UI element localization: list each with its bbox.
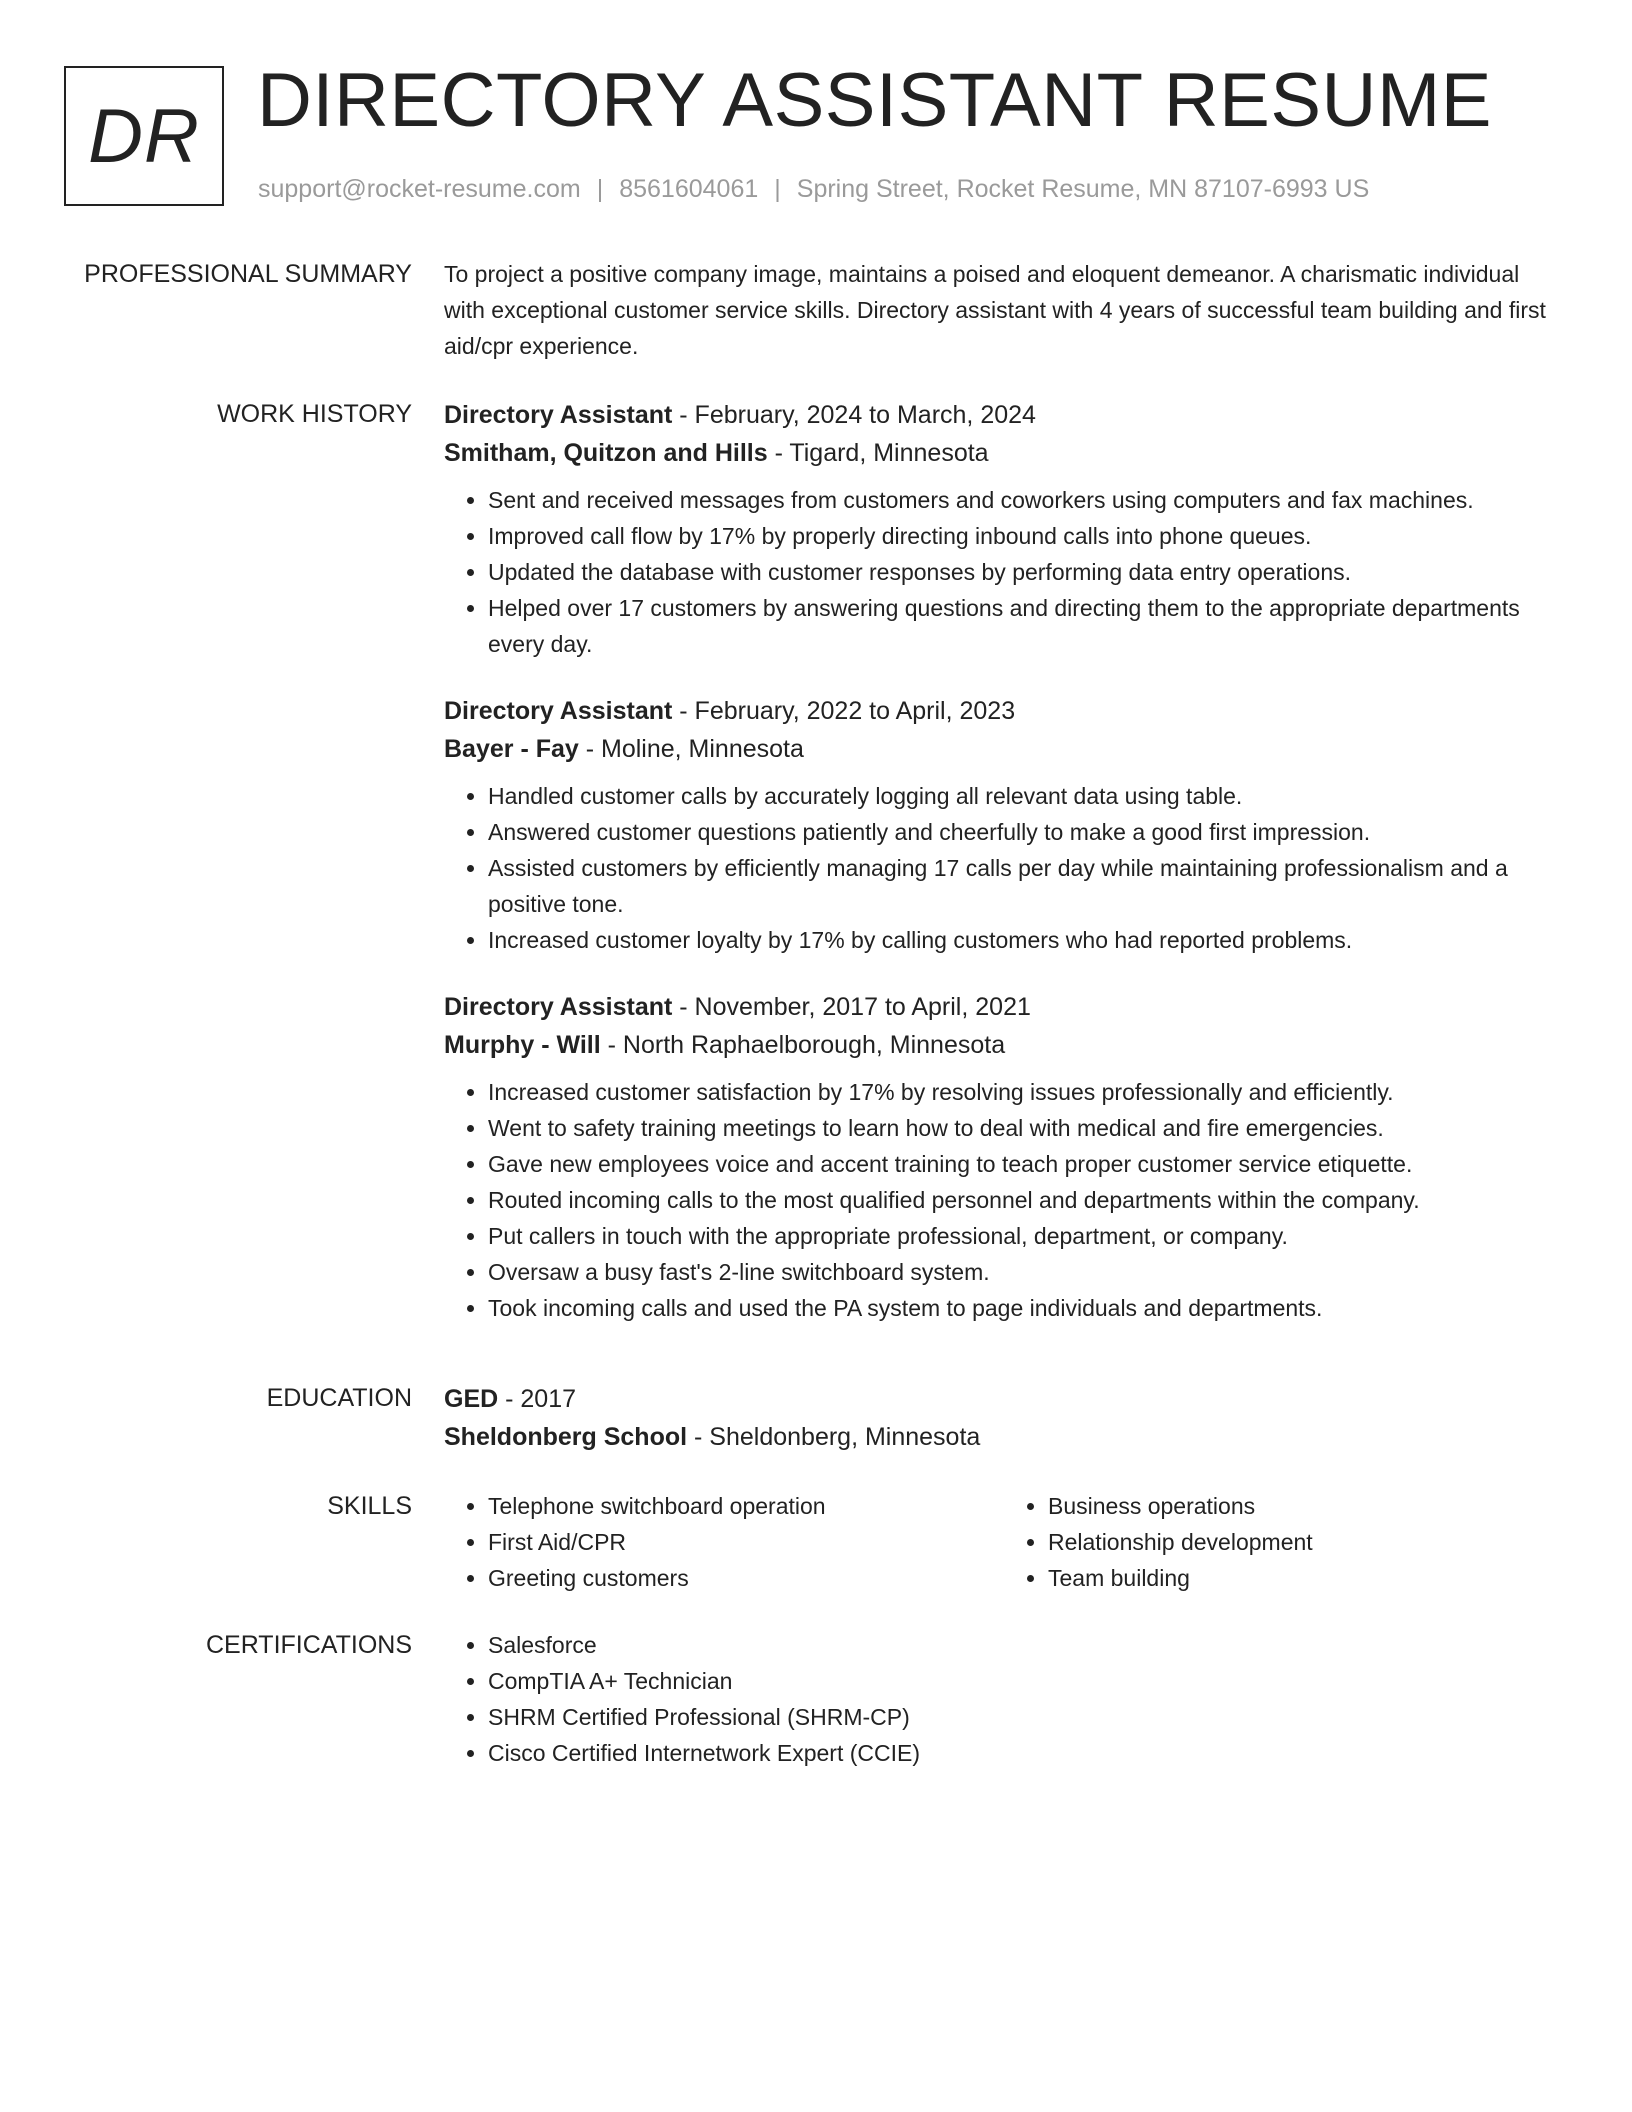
job-location: - Tigard, Minnesota <box>767 439 989 467</box>
job-bullet: • Gave new employees voice and accent training to teach proper customer service etiquette. <box>488 1146 1564 1182</box>
education-location: - Sheldonberg, Minnesota <box>687 1423 981 1451</box>
skill-item: • First Aid/CPR <box>488 1524 1004 1560</box>
certification-item: • CompTIA A+ Technician <box>488 1663 1564 1699</box>
job-entry <box>444 396 1564 662</box>
skill-item: • Telephone switchboard operation <box>488 1488 1004 1524</box>
contact-email[interactable]: support@rocket-resume.com <box>258 175 581 203</box>
job-bullet: • Oversaw a busy fast's 2-line switchboard system. <box>488 1254 1564 1290</box>
job-bullets <box>444 1074 1564 1326</box>
skills-list <box>444 1488 1004 1596</box>
job-bullets <box>444 778 1564 958</box>
job-bullet: • Routed incoming calls to the most qualified personnel and departments within the company. <box>488 1182 1564 1218</box>
job-bullets <box>444 482 1564 662</box>
monogram-logo: DR <box>64 66 224 206</box>
job-location: - North Raphaelborough, Minnesota <box>600 1031 1006 1059</box>
education-degree: GED <box>444 1385 499 1413</box>
contact-address: Spring Street, Rocket Resume, MN 87107-6993 US <box>796 175 1370 203</box>
certification-item: • Cisco Certified Internetwork Expert (CCIE) <box>488 1735 1564 1771</box>
job-bullet: • Took incoming calls and used the PA system to page individuals and departments. <box>488 1290 1564 1326</box>
contact-separator: | <box>774 175 781 203</box>
job-bullet: • Put callers in touch with the appropriate professional, department, or company. <box>488 1218 1564 1254</box>
certification-item: • Salesforce <box>488 1627 1564 1663</box>
skill-item: • Business operations <box>1048 1488 1564 1524</box>
skill-item: • Greeting customers <box>488 1560 1004 1596</box>
job-dates: - February, 2024 to March, 2024 <box>672 401 1036 429</box>
job-dates: - February, 2022 to April, 2023 <box>672 697 1016 725</box>
job-company: Murphy - Will <box>444 1031 601 1059</box>
job-bullet: • Sent and received messages from customers and coworkers using computers and fax machines. <box>488 482 1564 518</box>
summary-text: To project a positive company image, maintains a poised and eloquent demeanor. A charismatic individual with exceptional customer service skills. Directory assistant with 4 years of successful team building and first aid/cpr experience. <box>444 261 1546 359</box>
job-bullet: • Improved call flow by 17% by properly directing inbound calls into phone queues. <box>488 518 1564 554</box>
contact-separator: | <box>596 175 604 203</box>
resume-title: DIRECTORY ASSISTANT RESUME <box>257 58 1492 143</box>
job-entry <box>444 988 1564 1326</box>
certifications-heading: CERTIFICATIONS <box>205 1631 412 1659</box>
job-bullet: • Increased customer loyalty by 17% by calling customers who had reported problems. <box>488 922 1564 958</box>
certification-item: • SHRM Certified Professional (SHRM-CP) <box>488 1699 1564 1735</box>
job-dates: - November, 2017 to April, 2021 <box>672 993 1031 1021</box>
skill-item: • Team building <box>1048 1560 1564 1596</box>
education-school: Sheldonberg School <box>444 1423 688 1451</box>
job-bullet: • Helped over 17 customers by answering questions and directing them to the appropriate departments every day. <box>488 590 1564 662</box>
skills-heading: SKILLS <box>327 1492 412 1520</box>
job-bullet: • Updated the database with customer responses by performing data entry operations. <box>488 554 1564 590</box>
education-heading: EDUCATION <box>266 1384 412 1412</box>
job-location: - Moline, Minnesota <box>578 735 804 763</box>
job-title: Directory Assistant <box>444 697 673 725</box>
summary-heading: PROFESSIONAL SUMMARY <box>84 260 412 288</box>
contact-phone[interactable]: 8561604061 <box>619 175 759 203</box>
job-bullet: • Handled customer calls by accurately logging all relevant data using table. <box>488 778 1564 814</box>
work-history-heading: WORK HISTORY <box>217 400 412 428</box>
skills-list <box>1004 1488 1564 1596</box>
job-bullet: • Increased customer satisfaction by 17% by resolving issues professionally and efficiently. <box>488 1074 1564 1110</box>
education-year: - 2017 <box>498 1385 577 1413</box>
job-company: Bayer - Fay <box>444 735 579 763</box>
skill-item: • Relationship development <box>1048 1524 1564 1560</box>
job-bullet: • Assisted customers by efficiently managing 17 calls per day while maintaining professionalism and a positive tone. <box>488 850 1564 922</box>
job-title: Directory Assistant <box>444 993 673 1021</box>
job-entry <box>444 692 1564 958</box>
job-company: Smitham, Quitzon and Hills <box>444 439 768 467</box>
job-title: Directory Assistant <box>444 401 673 429</box>
certifications-list <box>444 1627 1564 1771</box>
job-bullet: • Answered customer questions patiently and cheerfully to make a good first impression. <box>488 814 1564 850</box>
contact-line <box>258 174 1369 204</box>
job-bullet: • Went to safety training meetings to learn how to deal with medical and fire emergencies. <box>488 1110 1564 1146</box>
